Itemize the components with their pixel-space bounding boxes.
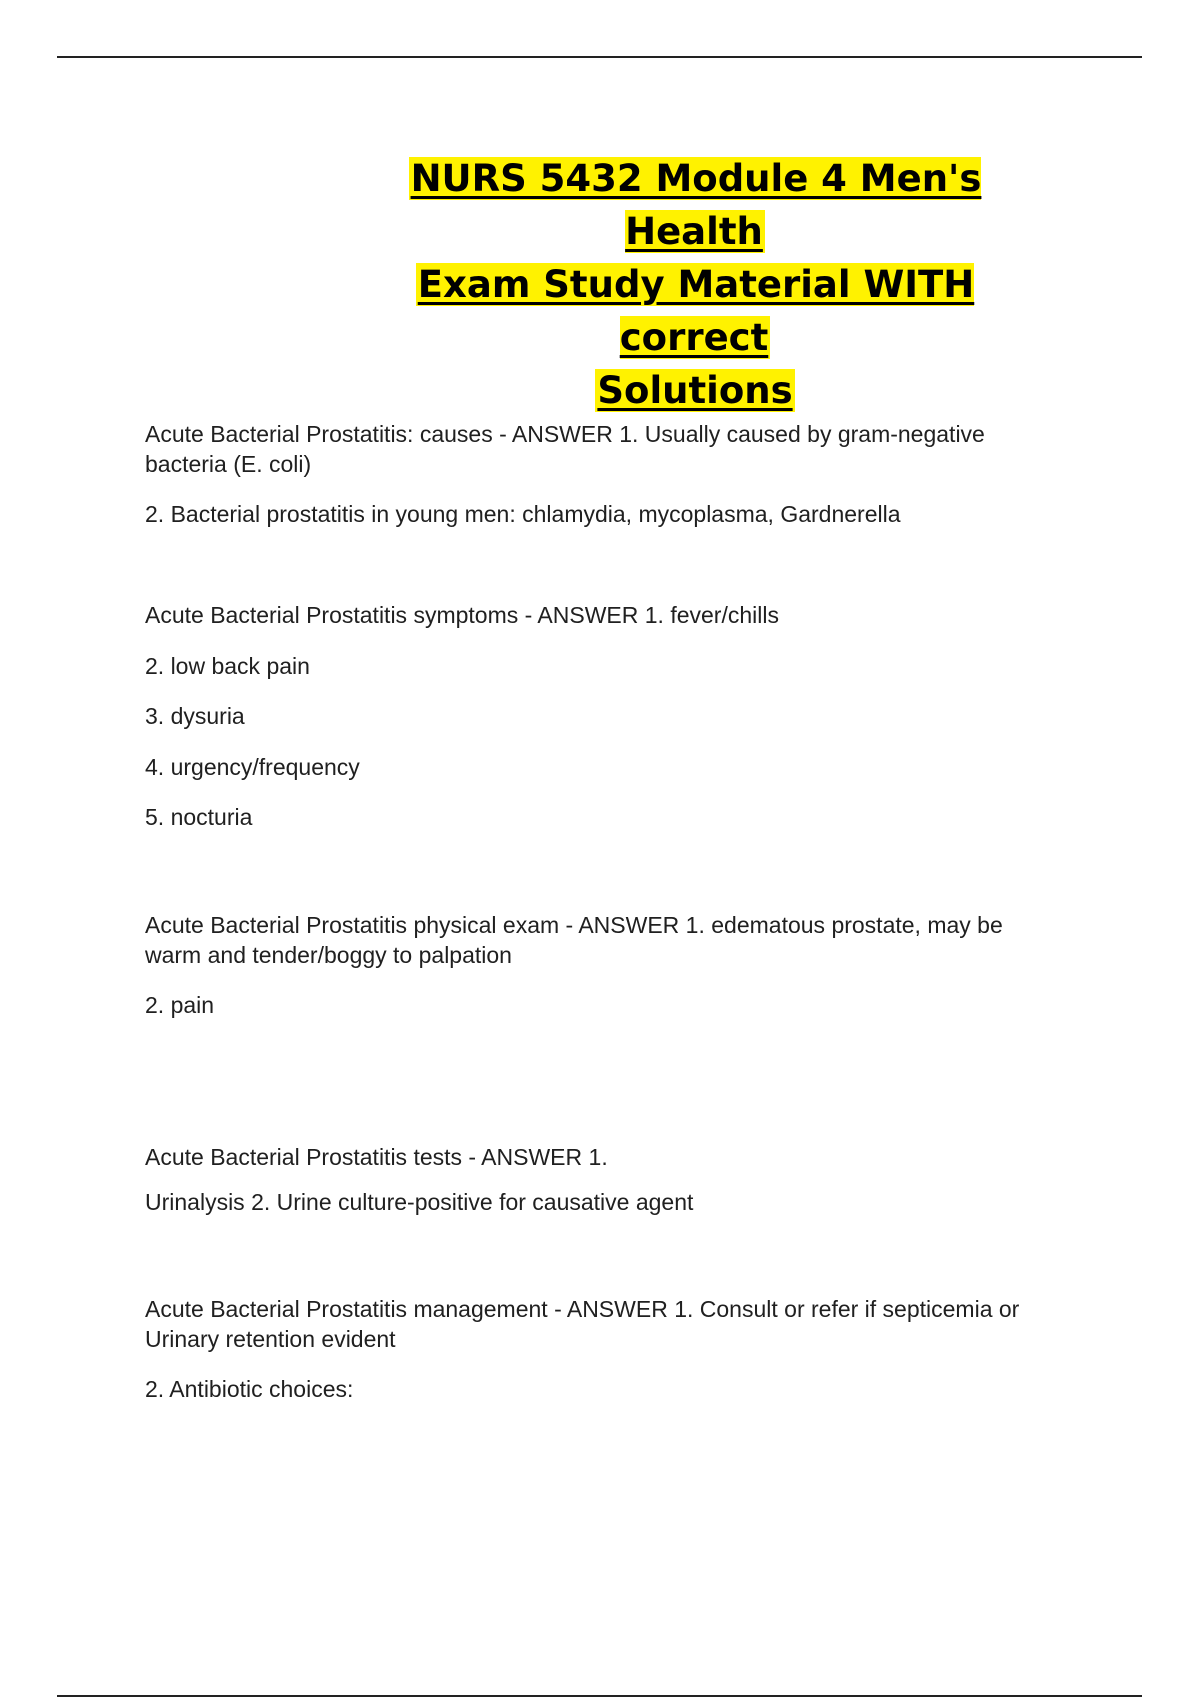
tests-question: Acute Bacterial Prostatitis tests - ANSWER 1. xyxy=(145,1144,608,1170)
exam-question: Acute Bacterial Prostatitis physical exam - ANSWER 1. edematous prostate, may be xyxy=(145,912,1003,938)
exam-answer-cont: warm and tender/boggy to palpation xyxy=(145,942,512,968)
top-rule xyxy=(57,56,1142,58)
symptoms-answer-2: 2. low back pain xyxy=(145,653,310,679)
exam-answer-2: 2. pain xyxy=(145,992,215,1018)
causes-question: Acute Bacterial Prostatitis: causes - ANSWER 1. Usually caused by gram-negative xyxy=(145,421,985,447)
symptoms-answer-4: 4. urgency/frequency xyxy=(145,754,360,780)
document-title xyxy=(355,152,1035,417)
symptoms-answer-3: 3. dysuria xyxy=(145,703,245,729)
symptoms-answer-5: 5. nocturia xyxy=(145,804,253,830)
title-line-3: Solutions xyxy=(597,369,793,412)
symptoms-question: Acute Bacterial Prostatitis symptoms - ANSWER 1. fever/chills xyxy=(145,602,779,628)
management-question: Acute Bacterial Prostatitis management - ANSWER 1. Consult or refer if septicemia or xyxy=(145,1296,1020,1322)
management-answer-cont: Urinary retention evident xyxy=(145,1326,396,1352)
management-answer-2: 2. Antibiotic choices: xyxy=(145,1376,354,1402)
tests-answer: Urinalysis 2. Urine culture-positive for causative agent xyxy=(145,1189,694,1215)
bottom-rule xyxy=(57,1695,1142,1697)
title-line-1: NURS 5432 Module 4 Men's Health xyxy=(410,157,982,253)
title-line-2: Exam Study Material WITH correct xyxy=(417,263,975,359)
causes-answer-2: 2. Bacterial prostatitis in young men: chlamydia, mycoplasma, Gardnerella xyxy=(145,501,901,527)
causes-answer-cont: bacteria (E. coli) xyxy=(145,451,312,477)
